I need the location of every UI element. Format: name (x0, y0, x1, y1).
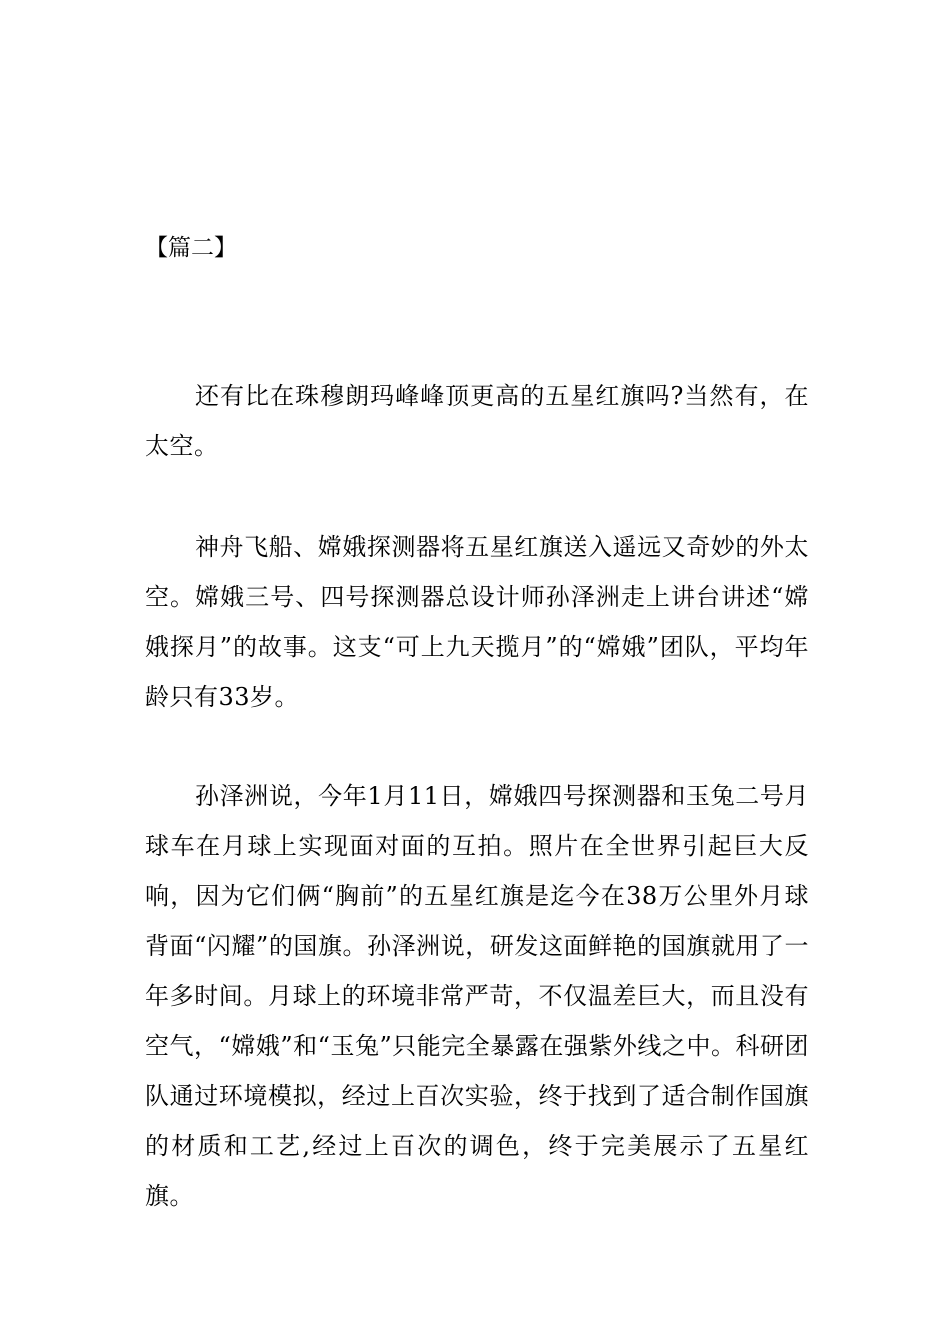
paragraph-1: 还有比在珠穆朗玛峰峰顶更高的五星红旗吗?当然有，在太空。 (145, 382, 809, 460)
section-title: 【篇二】 (145, 235, 237, 261)
paragraph-2: 神舟飞船、嫦娥探测器将五星红旗送入遥远又奇妙的外太空。嫦娥三号、四号探测器总设计师孙泽洲走上讲台讲述“嫦娥探月”的故事。这支“可上九天揽月”的“嫦娥”团队，平均年龄只有33岁。 (145, 533, 809, 711)
paragraph-3: 孙泽洲说，今年1月11日，嫦娥四号探测器和玉兔二号月球车在月球上实现面对面的互拍。照片在全世界引起巨大反响，因为它们俩“胸前”的五星红旗是迄今在38万公里外月球背面“闪耀”的国旗。孙泽洲说，研发这面鲜艳的国旗就用了一年多时间。月球上的环境非常严苛，不仅温差巨大，而且没有空气，“嫦娥”和“玉兔”只能完全暴露在强紫外线之中。科研团队通过环境模拟，经过上百次实验，终于找到了适合制作国旗的材质和工艺,经过上百次的调色，终于完美展示了五星红旗。 (145, 782, 809, 1210)
